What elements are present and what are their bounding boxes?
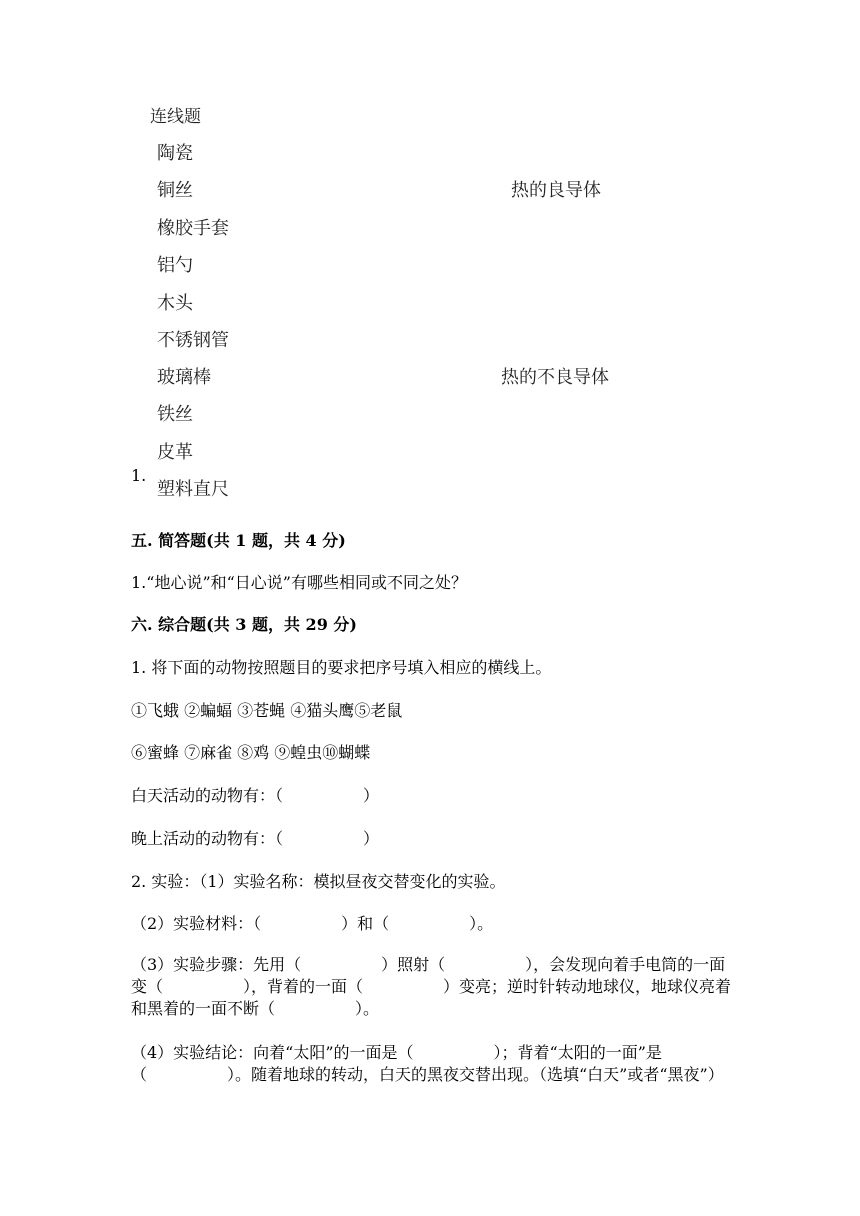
question-text: 2. 实验：（1）实验名称：模拟昼夜交替变化的实验。 [131,872,506,891]
category-good-conductor: 热的良导体 [511,180,601,201]
matching-item: 铜丝 [157,180,193,201]
question-text: 1.“地心说”和“日心说”有哪些相同或不同之处？ [131,573,467,592]
matching-item: 不锈钢管 [157,330,229,351]
matching-item: 橡胶手套 [157,218,229,239]
matching-title: 连线题 [150,107,201,127]
matching-item: 木头 [157,293,193,314]
section-heading: 五. 简答题(共 1 题，共 4 分) [131,531,346,550]
answer-line: 晚上活动的动物有：（ ） [131,829,380,848]
answer-line: （2）实验材料：（ ）和（ ）。 [131,914,494,933]
experiment-steps: （3）实验步骤：先用（ ）照射（ ），会发现向着手电筒的一面变（ ），背着的一面（ ）变亮；逆时针转动地球仪，地球仪亮着和黑着的一面不断（ ）。 [131,955,732,1018]
animals-list: ①飞蛾 ②蝙蝠 ③苍蝇 ④猫头鹰⑤老鼠 [131,701,403,720]
matching-item: 铝勺 [157,255,193,276]
matching-item: 陶瓷 [157,143,193,164]
experiment-conclusion: （4）实验结论：向着“太阳”的一面是（ ）；背着“太阳的一面”是（ ）。随着地球的转动，白天的黑夜交替出现。（选填“白天”或者“黑夜”） [131,1043,724,1084]
matching-item: 玻璃棒 [157,367,211,388]
question-text: 1. 将下面的动物按照题目的要求把序号填入相应的横线上。 [131,658,552,677]
answer-line: 白天活动的动物有：（ ） [131,786,380,805]
section-heading: 六. 综合题(共 3 题，共 29 分) [131,615,357,634]
animals-list: ⑥蜜蜂 ⑦麻雀 ⑧鸡 ⑨蝗虫⑩蝴蝶 [131,743,371,762]
matching-item: 铁丝 [157,404,193,425]
question-number: 1. [131,466,147,485]
category-poor-conductor: 热的不良导体 [501,367,609,388]
matching-item: 塑料直尺 [157,479,229,500]
matching-item: 皮革 [157,442,193,463]
